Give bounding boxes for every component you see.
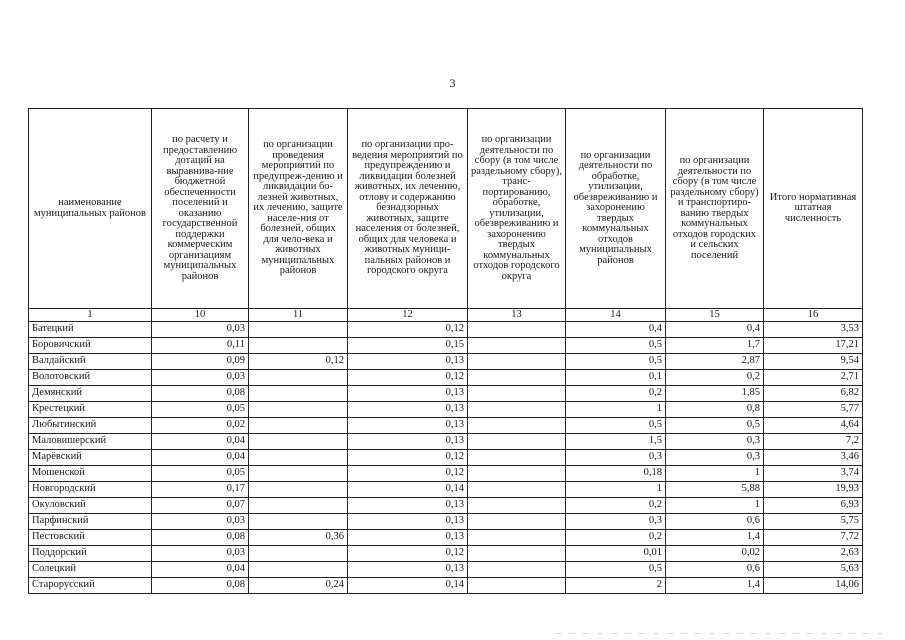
header-cell: Итого нормативная штатная численность [764, 109, 863, 309]
table-body [29, 322, 863, 594]
value-cell [468, 514, 566, 530]
district-name-cell: Крестецкий [29, 402, 152, 418]
value-cell: 0,8 [666, 402, 764, 418]
header-cell: по организации деятельности по сбору (в том числе раздельному сбору), транс-портированию, обработке, утилизации, обезвреживанию и захоронению твердых коммунальных отходов городского округа [468, 109, 566, 309]
value-cell: 0,3 [566, 450, 666, 466]
value-cell: 0,03 [152, 514, 249, 530]
value-cell: 0,13 [348, 434, 468, 450]
value-cell: 3,46 [764, 450, 863, 466]
value-cell [468, 562, 566, 578]
value-cell: 5,63 [764, 562, 863, 578]
value-cell: 0,12 [348, 370, 468, 386]
value-cell: 6,93 [764, 498, 863, 514]
value-cell: 0,08 [152, 578, 249, 594]
value-cell: 0,6 [666, 562, 764, 578]
district-name-cell: Марёвский [29, 450, 152, 466]
table-row [29, 514, 863, 530]
value-cell: 7,72 [764, 530, 863, 546]
value-cell: 0,3 [566, 514, 666, 530]
value-cell: 0,13 [348, 562, 468, 578]
district-name-cell: Батецкий [29, 322, 152, 338]
value-cell: 1,4 [666, 530, 764, 546]
value-cell: 0,09 [152, 354, 249, 370]
column-number-row [29, 309, 863, 322]
district-name-cell: Демянский [29, 386, 152, 402]
district-name-cell: Парфинский [29, 514, 152, 530]
table-row [29, 402, 863, 418]
value-cell: 0,02 [152, 418, 249, 434]
value-cell [249, 418, 348, 434]
value-cell: 0,3 [666, 450, 764, 466]
value-cell: 1 [566, 482, 666, 498]
value-cell: 0,24 [249, 578, 348, 594]
table-header [29, 109, 863, 309]
value-cell: 0,12 [249, 354, 348, 370]
value-cell [249, 498, 348, 514]
value-cell: 0,13 [348, 498, 468, 514]
value-cell: 2 [566, 578, 666, 594]
page-number: 3 [449, 76, 456, 90]
value-cell [249, 482, 348, 498]
value-cell [468, 322, 566, 338]
district-name-cell: Новгородский [29, 482, 152, 498]
district-name-cell: Волотовский [29, 370, 152, 386]
value-cell [468, 546, 566, 562]
column-number: 1 [29, 309, 152, 322]
value-cell [249, 386, 348, 402]
value-cell: 0,5 [566, 354, 666, 370]
header-cell: по организации про-ведения мероприятий по предупреждению и ликвидации болезней животных, их лечению, отлову и содержанию безнадзорных животных, защите населения от болезней, общих для человека и животных муници-пальных районов и городского округа [348, 109, 468, 309]
table-row [29, 370, 863, 386]
value-cell: 0,5 [566, 418, 666, 434]
column-number: 10 [152, 309, 249, 322]
district-name-cell: Старорусский [29, 578, 152, 594]
value-cell: 19,93 [764, 482, 863, 498]
column-number: 15 [666, 309, 764, 322]
value-cell [249, 402, 348, 418]
header-cell: наименование муниципальных районов [29, 109, 152, 309]
value-cell: 0,03 [152, 322, 249, 338]
column-number: 11 [249, 309, 348, 322]
value-cell: 0,07 [152, 498, 249, 514]
header-cell: по расчету и предоставлению дотаций на выравнива-ние бюджетной обеспеченности поселений и оказанию государственной поддержки коммерческим организациям муниципальных районов [152, 109, 249, 309]
value-cell: 0,5 [566, 562, 666, 578]
value-cell: 0,02 [666, 546, 764, 562]
value-cell: 0,5 [666, 418, 764, 434]
value-cell: 5,75 [764, 514, 863, 530]
value-cell [468, 386, 566, 402]
table-row [29, 386, 863, 402]
value-cell: 0,2 [566, 498, 666, 514]
value-cell [468, 482, 566, 498]
value-cell [249, 338, 348, 354]
district-name-cell: Маловишерский [29, 434, 152, 450]
value-cell: 0,4 [666, 322, 764, 338]
header-cell: по организации деятельности по сбору (в том числе раздельному сбору) и транспортиро-ванию твердых коммунальных отходов городских и сельских поселений [666, 109, 764, 309]
value-cell [468, 338, 566, 354]
value-cell: 0,3 [666, 434, 764, 450]
column-number: 14 [566, 309, 666, 322]
value-cell [468, 530, 566, 546]
value-cell: 1,5 [566, 434, 666, 450]
value-cell: 2,71 [764, 370, 863, 386]
value-cell [468, 466, 566, 482]
district-name-cell: Валдайский [29, 354, 152, 370]
value-cell: 0,08 [152, 530, 249, 546]
column-number: 13 [468, 309, 566, 322]
header-cell: по организации проведения мероприятий по предупреж-дению и ликвидации бо-лезней животных, их лечению, защите населе-ния от болезней, общих для чело-века и животных муниципальных районов [249, 109, 348, 309]
value-cell: 0,2 [666, 370, 764, 386]
value-cell: 0,4 [566, 322, 666, 338]
value-cell: 0,14 [348, 578, 468, 594]
value-cell [249, 450, 348, 466]
value-cell: 2,63 [764, 546, 863, 562]
value-cell [249, 434, 348, 450]
column-number: 12 [348, 309, 468, 322]
table-row [29, 562, 863, 578]
value-cell: 0,05 [152, 402, 249, 418]
table-row [29, 322, 863, 338]
table-row [29, 434, 863, 450]
value-cell: 9,54 [764, 354, 863, 370]
table-row [29, 546, 863, 562]
value-cell: 0,03 [152, 546, 249, 562]
district-name-cell: Пестовский [29, 530, 152, 546]
value-cell: 0,18 [566, 466, 666, 482]
table-row [29, 418, 863, 434]
value-cell: 0,03 [152, 370, 249, 386]
district-name-cell: Поддорский [29, 546, 152, 562]
value-cell: 0,13 [348, 514, 468, 530]
value-cell: 0,12 [348, 322, 468, 338]
value-cell: 0,01 [566, 546, 666, 562]
value-cell [468, 434, 566, 450]
value-cell: 0,11 [152, 338, 249, 354]
value-cell: 0,12 [348, 450, 468, 466]
value-cell: 2,87 [666, 354, 764, 370]
value-cell: 0,13 [348, 354, 468, 370]
value-cell: 14,06 [764, 578, 863, 594]
value-cell: 0,13 [348, 386, 468, 402]
table-row [29, 530, 863, 546]
value-cell [468, 450, 566, 466]
value-cell: 0,13 [348, 530, 468, 546]
value-cell: 0,1 [566, 370, 666, 386]
value-cell: 0,05 [152, 466, 249, 482]
value-cell: 0,2 [566, 386, 666, 402]
staffing-table [28, 108, 863, 594]
value-cell: 0,5 [566, 338, 666, 354]
value-cell: 1,85 [666, 386, 764, 402]
value-cell [468, 370, 566, 386]
value-cell: 6,82 [764, 386, 863, 402]
table-row [29, 482, 863, 498]
value-cell: 3,74 [764, 466, 863, 482]
value-cell: 1,4 [666, 578, 764, 594]
value-cell: 0,13 [348, 402, 468, 418]
value-cell: 5,77 [764, 402, 863, 418]
value-cell: 0,15 [348, 338, 468, 354]
value-cell [249, 546, 348, 562]
value-cell: 0,2 [566, 530, 666, 546]
district-name-cell: Солецкий [29, 562, 152, 578]
scan-artifact [555, 633, 885, 634]
value-cell: 1 [666, 466, 764, 482]
table-row [29, 498, 863, 514]
value-cell [249, 322, 348, 338]
value-cell: 0,04 [152, 562, 249, 578]
value-cell: 0,17 [152, 482, 249, 498]
table-row [29, 450, 863, 466]
value-cell [249, 370, 348, 386]
district-name-cell: Боровичский [29, 338, 152, 354]
value-cell: 7,2 [764, 434, 863, 450]
value-cell: 0,04 [152, 434, 249, 450]
value-cell [249, 514, 348, 530]
value-cell [468, 402, 566, 418]
value-cell [249, 562, 348, 578]
value-cell: 0,6 [666, 514, 764, 530]
value-cell: 0,12 [348, 546, 468, 562]
value-cell: 0,04 [152, 450, 249, 466]
table-row [29, 354, 863, 370]
value-cell [468, 418, 566, 434]
table-row [29, 578, 863, 594]
value-cell: 5,88 [666, 482, 764, 498]
value-cell [468, 578, 566, 594]
value-cell: 0,08 [152, 386, 249, 402]
value-cell [468, 354, 566, 370]
table-row [29, 466, 863, 482]
value-cell: 17,21 [764, 338, 863, 354]
value-cell: 0,36 [249, 530, 348, 546]
column-number: 16 [764, 309, 863, 322]
value-cell: 4,64 [764, 418, 863, 434]
value-cell: 1,7 [666, 338, 764, 354]
value-cell: 0,13 [348, 418, 468, 434]
district-name-cell: Окуловский [29, 498, 152, 514]
district-name-cell: Любытинский [29, 418, 152, 434]
value-cell: 0,12 [348, 466, 468, 482]
header-cell: по организации деятельности по обработке, утилизации, обезвреживанию и захоронению твердых коммунальных отходов муниципальных районов [566, 109, 666, 309]
value-cell: 3,53 [764, 322, 863, 338]
value-cell: 1 [566, 402, 666, 418]
table-row [29, 338, 863, 354]
district-name-cell: Мошенской [29, 466, 152, 482]
value-cell [249, 466, 348, 482]
value-cell [468, 498, 566, 514]
value-cell: 0,14 [348, 482, 468, 498]
value-cell: 1 [666, 498, 764, 514]
